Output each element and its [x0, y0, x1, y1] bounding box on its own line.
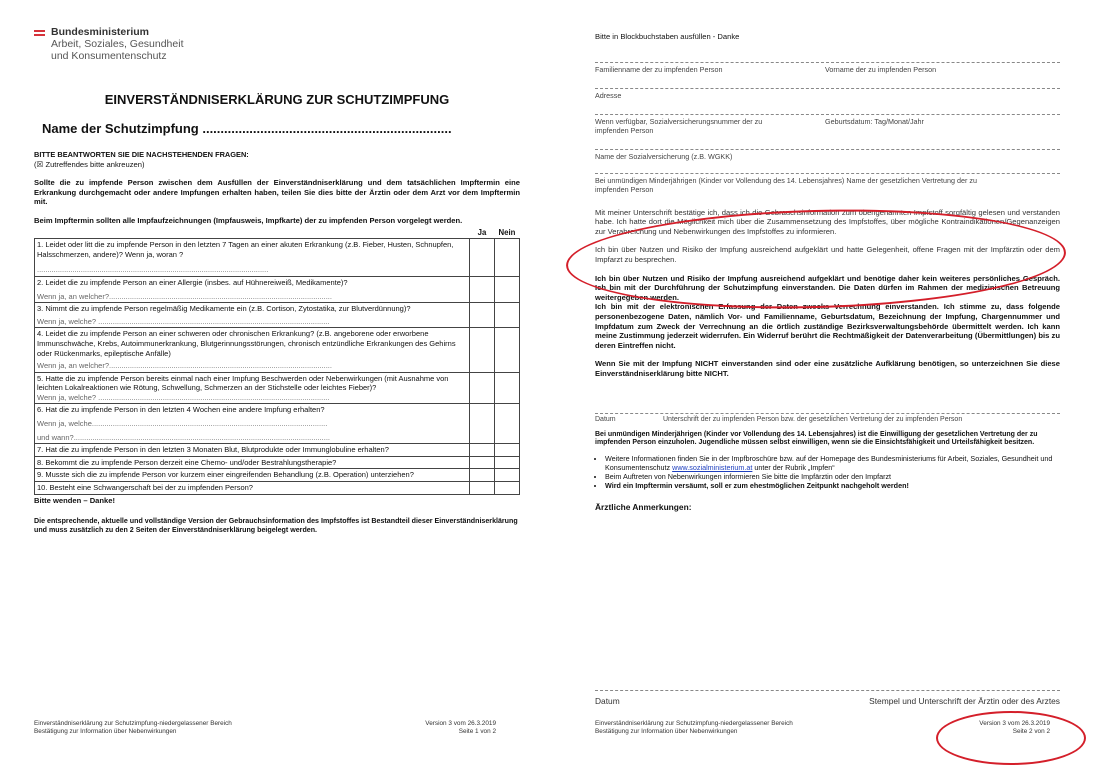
checkbox-yes-7[interactable]: [470, 444, 495, 457]
info-note-2: • Beim Auftreten von Nebenwirkungen informieren Sie bitte die Impfärztin oder den Impfarzt: [605, 472, 1060, 481]
minors-note: Bei unmündigen Minderjährigen (Kinder vor Vollendung des 14. Lebensjahres) ist die Einwilligung der gesetzlichen Vertretung der zu impfenden Person einzuholen. Jugendliche müssen selbst einwilligen, wenn sie die Einsichtsfähigkeit und Urteilsfähigkeit besitzen.: [595, 430, 1038, 447]
question-row: [35, 239, 520, 277]
question-row: [35, 469, 520, 482]
checkbox-yes-8[interactable]: [470, 456, 495, 469]
address-field[interactable]: Adresse: [595, 90, 622, 100]
footer-version: Version 3 vom 26.3.2019: [425, 720, 496, 727]
checkbox-yes-2[interactable]: [470, 276, 495, 302]
intro-paragraph: Sollte die zu impfende Person zwischen dem Ausfüllen der Einverständniserklärung und dem tatsächlichen Impftermin eine Erkrankung durchgemacht oder andere Impfungen erhalten haben, teilen Sie dies bitte der Ärztin oder dem Arzt vor dem Impftermin mit.: [34, 178, 520, 207]
answer-field-1[interactable]: ...............................................................................................................: [37, 265, 269, 275]
page-1-footer: [34, 720, 496, 736]
footer-left-2: Bestätigung zur Information über Nebenwirkungen: [595, 728, 738, 735]
checkbox-no-3[interactable]: [495, 303, 520, 328]
question-2: 2. Leidet die zu impfende Person an einer Allergie (insbes. auf Hühnereiweiß, Medikamente)?: [37, 277, 348, 287]
annotation-ellipse-version: [936, 711, 1086, 765]
question-row: [35, 328, 520, 372]
austria-flag-icon: [34, 30, 45, 38]
no-column-header: Nein: [498, 227, 516, 237]
question-8: 8. Bekommt die zu impfende Person derzeit eine Chemo- und/oder Bestrahlungstherapie?: [37, 457, 337, 467]
checkbox-no-7[interactable]: [495, 444, 520, 457]
signature-person-label: Unterschrift der zu impfenden Person bzw. der gesetzlichen Vertretung der zu impfenden Person: [663, 415, 963, 423]
checkbox-yes-10[interactable]: [470, 482, 495, 495]
checkbox-yes-3[interactable]: [470, 303, 495, 328]
answer-field-4[interactable]: Wenn ja, an welcher?...........................................................................................................: [37, 361, 332, 371]
question-1: 1. Leidet oder litt die zu impfende Person in den letzten 7 Tagen an einer akuten Erkrankung (z.B. Fieber, Husten, Schnupfen, Halsschmerzen, andere)? Wenn ja, woran ?: [37, 240, 454, 259]
question-5: 5. Hatte die zu impfende Person bereits einmal nach einer Impfung Beschwerden oder Nebenwirkungen (mit Ausnahme von leichten Lokalreaktionen wie Rötung, Schwellung, Schmerzen an der Stichstelle oder leichtes Fieber)?: [37, 373, 449, 393]
checkbox-yes-9[interactable]: [470, 469, 495, 482]
question-row: [35, 303, 520, 328]
checkbox-no-8[interactable]: [495, 456, 520, 469]
question-row: [35, 404, 520, 444]
info-note-3: • Wird ein Impftermin versäumt, soll er zum ehestmöglichen Zeitpunkt nachgeholt werden!: [605, 481, 1060, 490]
checkbox-no-10[interactable]: [495, 482, 520, 495]
footer-page-number: Seite 1 von 2: [458, 728, 496, 735]
question-row: [35, 444, 520, 457]
answer-field-6-when[interactable]: und wann?...........................................................................................................................: [37, 432, 330, 442]
answer-hint: (☒ Zutreffendes bitte ankreuzen): [34, 159, 145, 169]
ministry-link[interactable]: www.sozialministerium.at: [672, 463, 753, 473]
doctor-notes-heading: Ärztliche Anmerkungen:: [595, 502, 692, 513]
question-4: 4. Leidet die zu impfende Person an einer schweren oder chronischen Erkrankung? (z.B. angeborene oder erworbene Immunschwäche, Krebs, Autoimmunerkrankung, Blutgerinnungsstörungen, chronisch entzündliche Erkrankungen des Gehirns oder Rückenmarks, epileptische Anfälle): [37, 329, 456, 358]
answer-field-5[interactable]: Wenn ja, welche? ...............................................................................................................: [37, 392, 330, 402]
document-title: EINVERSTÄNDNISERKLÄRUNG ZUR SCHUTZIMPFUNG: [104, 92, 450, 107]
logo-line-1: Bundesministerium: [51, 26, 150, 38]
checkbox-yes-6[interactable]: [470, 404, 495, 444]
question-table: [34, 228, 520, 495]
question-row: [35, 276, 520, 302]
answer-field-3[interactable]: Wenn ja, welche? ...............................................................................................................: [37, 316, 330, 326]
question-3: 3. Nimmt die zu impfende Person regelmäßig Medikamente ein (z.B. Cortison, Zytostatika, zur Blutverdünnung)?: [37, 304, 411, 314]
firstname-field[interactable]: Vorname der zu impfenden Person: [825, 64, 937, 74]
guardian-field[interactable]: Bei unmündigen Minderjährigen (Kinder vor Vollendung des 14. Lebensjahres) Name der gesetzlichen Vertretung der zu impfenden Person: [595, 175, 977, 194]
question-row: [35, 482, 520, 495]
info-notes: [595, 454, 1060, 490]
signature-date-label: Datum: [595, 415, 616, 423]
checkbox-no-6[interactable]: [495, 404, 520, 444]
checkbox-no-2[interactable]: [495, 276, 520, 302]
consent-paragraph-3: Ich bin über Nutzen und Risiko der Impfung ausreichend aufgeklärt und benötige daher kein weiteres persönliches Gespräch. Ich bin mit der Durchführung der Schutzimpfung einverstanden. Die Daten dürfen im Rahmen der medizinischen Betreuung weitergegeben werden.: [595, 273, 1060, 302]
page-2: [550, 0, 1100, 774]
checkbox-yes-5[interactable]: [470, 372, 495, 404]
question-9: 9. Musste sich die zu impfende Person vor kurzem einer eingreifenden Behandlung (z.B. Operation) unterziehen?: [37, 470, 414, 480]
footer-left-1: Einverständniserklärung zur Schutzimpfung-niedergelassener Bereich: [34, 720, 232, 727]
doctor-signature-label: Stempel und Unterschrift der Ärztin oder des Arztes: [869, 696, 1060, 706]
checkbox-no-1[interactable]: [495, 239, 520, 277]
block-letters-note: Bitte in Blockbuchstaben ausfüllen - Danke: [595, 32, 740, 41]
ministry-logo: [34, 26, 520, 62]
insurance-field[interactable]: Name der Sozialversicherung (z.B. WGKK): [595, 151, 733, 161]
footer-page-number: Seite 2 von 2: [1012, 728, 1050, 735]
checkbox-no-4[interactable]: [495, 328, 520, 372]
checkbox-no-9[interactable]: [495, 469, 520, 482]
ssn-field[interactable]: Wenn verfügbar, Sozialversicherungsnummer der zu impfenden Person: [595, 116, 763, 135]
question-row: [35, 456, 520, 469]
lastname-field[interactable]: Familienname der zu impfenden Person: [595, 64, 723, 74]
question-6: 6. Hat die zu impfende Person in den letzten 4 Wochen eine andere Impfung erhalten?: [37, 405, 325, 415]
doctor-signature-date-label: Datum: [595, 696, 620, 706]
logo-line-3: und Konsumentenschutz: [51, 50, 167, 62]
birthdate-field[interactable]: Geburtsdatum: Tag/Monat/Jahr: [825, 116, 924, 126]
answer-field-2[interactable]: Wenn ja, an welcher?...........................................................................................................: [37, 291, 332, 301]
footer-left-2: Bestätigung zur Information über Nebenwirkungen: [34, 728, 177, 735]
records-paragraph: Beim Impftermin sollten alle Impfaufzeichnungen (Impfausweis, Impfkarte) der zu impfenden Person vorgelegt werden.: [34, 215, 463, 225]
checkbox-no-5[interactable]: [495, 372, 520, 404]
consent-paragraph-4: Ich bin mit der elektronischen Erfassung der Daten zwecks Verrechnung einverstanden. Ich stimme zu, dass folgende personenbezogene Daten, nämlich Vor- und Familienname, Geburtsdatum, Bezeichnung der Impfung, Chargennummer und Impfdatum zum Zweck der Verrechnung an die örtlich zuständige Bezirksverwaltungsbehörde übermittelt werden. Ich kann meine Zustimmung jederzeit widerrufen. Ein Widerruf berührt die Rechtmäßigkeit der Datenverarbeitung (Übermittlungen) bis zu deren Eintreffen nicht.: [595, 302, 1060, 350]
consent-paragraph-2: Ich bin über Nutzen und Risiko der Impfung ausreichend aufgeklärt und hatte Gelegenheit, offene Fragen mit der Impfärztin oder dem Impfarzt zu besprechen.: [595, 245, 1060, 264]
question-10: 10. Besteht eine Schwangerschaft bei der zu impfenden Person?: [37, 483, 253, 493]
version-note: Die entsprechende, aktuelle und vollständige Version der Gebrauchsinformation des Impfstoffes ist Bestandteil dieser Einverständniserklärung und muss zusätzlich zu den 2 Seiten der Einverständniserklärung beigelegt werden.: [34, 517, 518, 535]
consent-paragraph-1: Mit meiner Unterschrift bestätige ich, dass ich die Gebrauchsinformation zum obengenannten Impfstoff sorgfältig gelesen und verstanden habe. Ich hatte dort die Möglichkeit mich über die Zusammensetzung des Impfstoffes, über mögliche Kontraindikationen/Gegenanzeigen zur Verabreichung und Nebenwirkungen des Impfstoffes zu informieren.: [595, 207, 1060, 236]
vaccine-name-field[interactable]: Name der Schutzimpfung .....................................................................: [42, 121, 452, 136]
yes-column-header: Ja: [477, 227, 487, 237]
question-7: 7. Hat die zu impfende Person in den letzten 3 Monaten Blut, Blutprodukte oder Immunglobuline erhalten?: [37, 445, 389, 455]
question-row: [35, 372, 520, 404]
info-note-1: • Weitere Informationen finden Sie in der Impfbroschüre bzw. auf der Homepage des Bundesministeriums für Arbeit, Soziales, Gesundheit und Konsumentenschutz www.sozialministerium.at unter der Rubrik „Impfen“: [605, 454, 1060, 472]
logo-line-2: Arbeit, Soziales, Gesundheit: [51, 38, 184, 50]
answer-field-6[interactable]: Wenn ja, welche.................................................................................................................: [37, 419, 328, 429]
checkbox-yes-1[interactable]: [470, 239, 495, 277]
checkbox-yes-4[interactable]: [470, 328, 495, 372]
turn-over-note: Bitte wenden – Danke!: [34, 495, 116, 505]
footer-version: Version 3 vom 26.3.2019: [979, 720, 1050, 727]
footer-left-1: Einverständniserklärung zur Schutzimpfung-niedergelassener Bereich: [595, 720, 793, 727]
consent-paragraph-5: Wenn Sie mit der Impfung NICHT einverstanden sind oder eine zusätzliche Aufklärung benötigen, so unterzeichnen Sie diese Einverständniserklärung bitte NICHT.: [595, 359, 1060, 378]
answer-heading: BITTE BEANTWORTEN SIE DIE NACHSTEHENDEN FRAGEN:: [34, 150, 249, 159]
